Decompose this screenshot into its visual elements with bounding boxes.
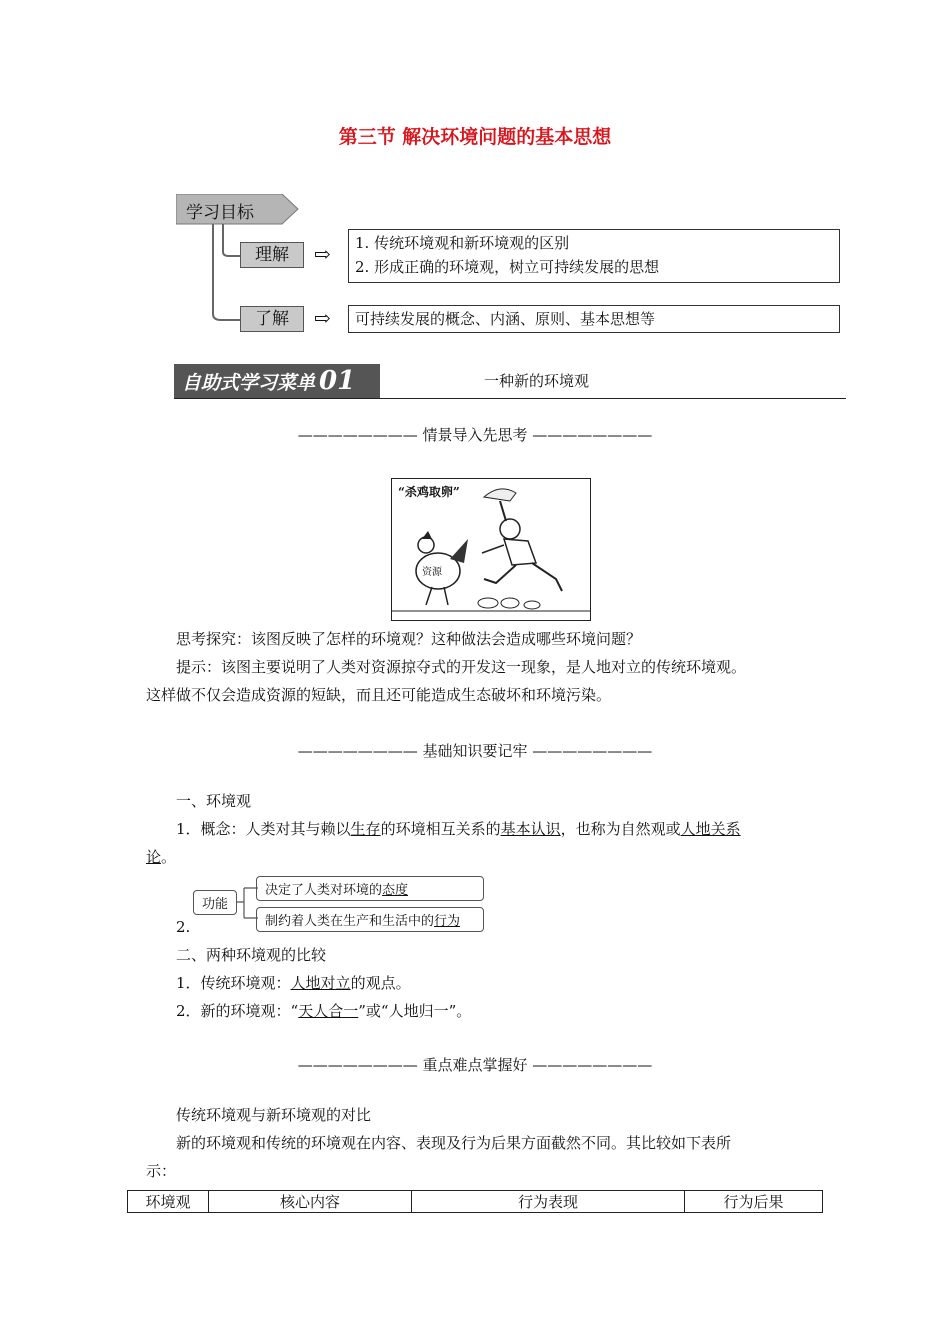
cartoon-image [391, 478, 591, 621]
goals-header: 学习目标 [186, 203, 254, 223]
concept-text: 1．概念：人类对其与赖以 [176, 820, 351, 838]
key-paragraph-2: 示： [146, 1162, 177, 1180]
comparison-table [127, 1190, 823, 1213]
key-paragraph-1: 新的环境观和传统的环境观在内容、表现及行为后果方面截然不同。其比较如下表所 [176, 1134, 732, 1152]
know-box [348, 305, 840, 333]
banner-number: 01 [319, 366, 356, 396]
cartoon-caption: “杀鸡取卵” [398, 485, 460, 499]
concept-line-2 [146, 846, 176, 868]
func-text: 决定了人类对环境的 [265, 883, 383, 898]
goals-connector [205, 224, 245, 324]
concept-blank: 生存 [350, 820, 381, 838]
key-heading: 传统环境观与新环境观的对比 [176, 1106, 372, 1124]
banner-label: 自助式学习菜单 [182, 372, 316, 394]
trad-text: 的观点。 [350, 974, 411, 992]
trad-line [176, 972, 411, 994]
know-line-1: 可持续发展的概念、内涵、原则、基本思想等 [355, 310, 656, 328]
func-item-1 [256, 876, 484, 901]
understand-line-2: 2. 形成正确的环境观，树立可持续发展的思想 [355, 258, 660, 276]
table-header-row [128, 1191, 823, 1213]
cartoon-drawing [392, 479, 590, 620]
section-heading-1: ———————— 情景导入先思考 ———————— [297, 426, 653, 444]
concept-blank: 基本认识 [500, 820, 561, 838]
concept-line [176, 818, 741, 840]
tag-know: 了解 [240, 306, 304, 332]
banner-rule [174, 398, 846, 399]
section-banner [174, 364, 380, 398]
section-heading-2: ———————— 基础知识要记牢 ———————— [297, 742, 653, 760]
banner-topic: 一种新的环境观 [484, 372, 590, 390]
trad-text: 1．传统环境观： [176, 974, 291, 992]
basics-heading-1: 一、环境观 [176, 792, 252, 810]
cartoon-label: 资源 [422, 567, 442, 578]
table-header-cell: 行为后果 [685, 1191, 823, 1213]
concept-text: 。 [161, 848, 177, 866]
concept-blank: 论 [146, 848, 162, 866]
new-text: 2．新的环境观：“ [176, 1002, 299, 1020]
func-connector [236, 884, 258, 924]
concept-text: 的环境相互关系的 [380, 820, 501, 838]
trad-blank: 人地对立 [290, 974, 351, 992]
understand-box [348, 229, 840, 283]
tag-understand: 理解 [240, 242, 304, 268]
hint-line-1: 提示：该图主要说明了人类对资源掠夺式的开发这一现象，是人地对立的传统环境观。 [176, 658, 747, 676]
table-header-cell: 环境观 [128, 1191, 209, 1213]
arrow-icon: ⇨ [314, 242, 331, 266]
hint-line-2: 这样做不仅会造成资源的短缺，而且还可能造成生态破坏和环境污染。 [146, 686, 612, 704]
page-title: 第三节 解决环境问题的基本思想 [338, 126, 612, 148]
func-item-2 [256, 907, 484, 932]
new-blank: 天人合一 [298, 1002, 359, 1020]
new-line [176, 1000, 471, 1022]
func-blank: 态度 [382, 883, 409, 898]
func-number: 2. [176, 918, 191, 936]
section-heading-3: ———————— 重点难点掌握好 ———————— [297, 1056, 653, 1074]
concept-blank: 人地关系 [680, 820, 741, 838]
understand-line-1: 1. 传统环境观和新环境观的区别 [355, 234, 570, 252]
func-label-box: 功能 [193, 890, 237, 915]
think-question: 思考探究：该图反映了怎样的环境观？这种做法会造成哪些环境问题？ [176, 630, 642, 648]
func-blank: 行为 [434, 914, 461, 929]
arrow-icon: ⇨ [314, 306, 331, 330]
concept-text: ，也称为自然观或 [560, 820, 681, 838]
table-header-cell: 行为表现 [412, 1191, 685, 1213]
func-text: 制约着人类在生产和生活中的 [265, 914, 435, 929]
table-header-cell: 核心内容 [209, 1191, 412, 1213]
basics-heading-2: 二、两种环境观的比较 [176, 946, 327, 964]
new-text: ”或“人地归一”。 [358, 1002, 472, 1020]
